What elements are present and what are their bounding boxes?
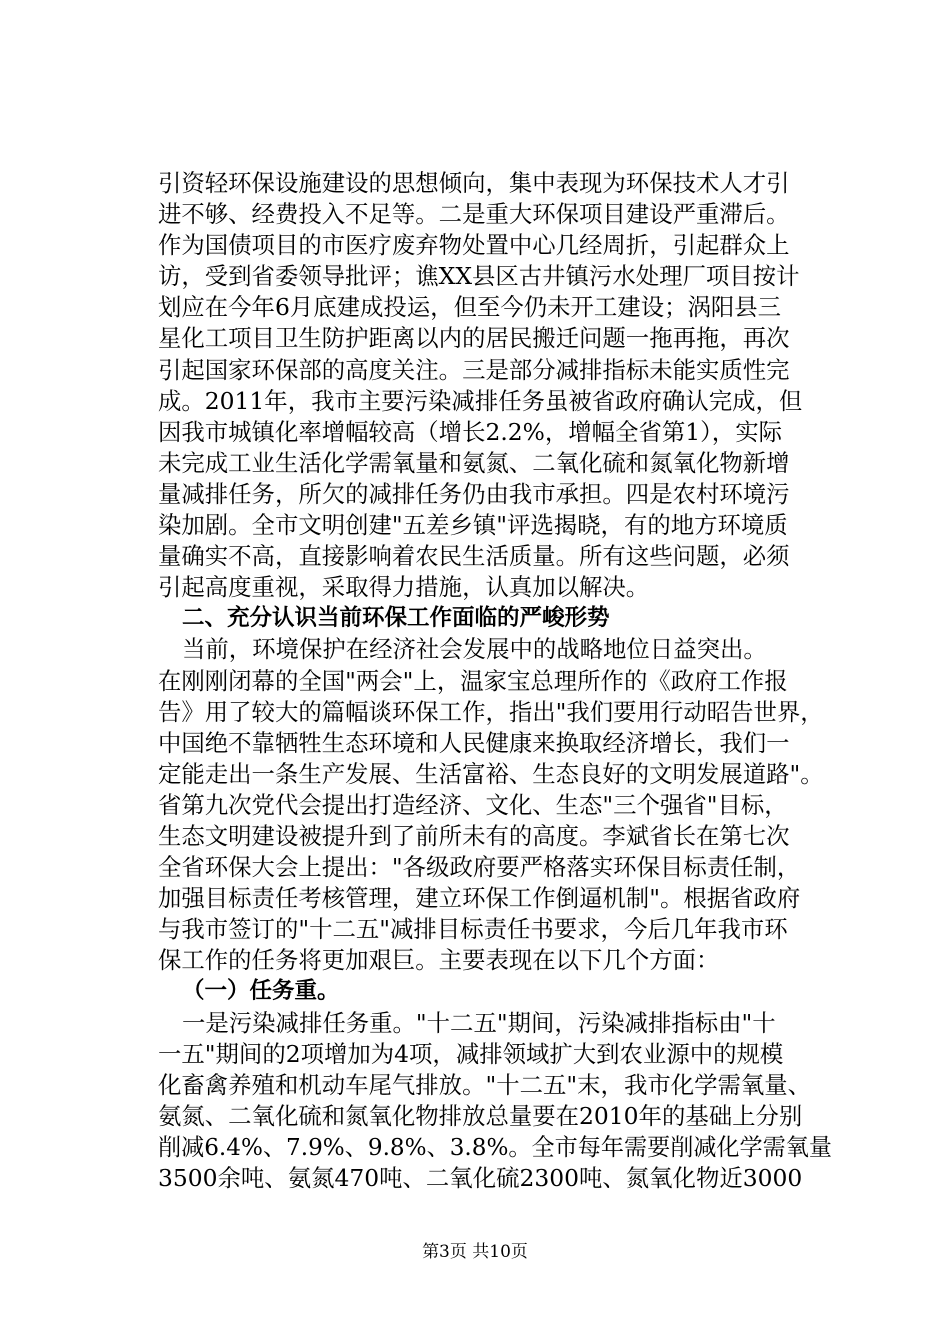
text-line: 省第九次党代会提出打造经济、文化、生态"三个强省"目标， (158, 790, 788, 819)
text-line: 定能走出一条生产发展、生活富裕、生态良好的文明发展道路"。 (158, 759, 824, 788)
text-line: 访，受到省委领导批评；谯XX县区古井镇污水处理厂项目按计 (158, 262, 800, 291)
text-line: 氨氮、二氧化硫和氮氧化物排放总量要在2010年的基础上分别 (158, 1101, 803, 1130)
text-line: 削减6.4%、7.9%、9.8%、3.8%。全市每年需要削减化学需氧量 (158, 1132, 832, 1161)
text-line: 量减排任务，所欠的减排任务仍由我市承担。四是农村环境污 (158, 479, 790, 508)
text-line: 加强目标责任考核管理，建立环保工作倒逼机制"。根据省政府 (158, 884, 801, 913)
text-line: 划应在今年6月底建成投运，但至今仍未开工建设；涡阳县三 (158, 293, 782, 322)
text-line: 在刚刚闭幕的全国"两会"上，温家宝总理所作的《政府工作报 (158, 666, 788, 695)
text-line: 引资轻环保设施建设的思想倾向，集中表现为环保技术人才引 (158, 169, 790, 197)
text-line: 3500余吨、氨氮470吨、二氧化硫2300吨、氮氧化物近3000 (158, 1164, 803, 1192)
text-line: 当前，环境保护在经济社会发展中的战略地位日益突出。 (182, 635, 767, 664)
subsection-heading: （一）任务重。 (182, 978, 340, 1005)
text-line: 生态文明建设被提升到了前所未有的高度。李斌省长在第七次 (158, 821, 790, 850)
section-heading: 二、充分认识当前环保工作面临的严峻形势 (182, 605, 610, 632)
text-line: 引起国家环保部的高度关注。三是部分减排指标未能实质性完 (158, 355, 790, 384)
text-line: 一五"期间的2项增加为4项，减排领域扩大到农业源中的规模 (158, 1039, 784, 1068)
text-line: 与我市签订的"十二五"减排目标责任书要求，今后几年我市环 (158, 915, 788, 944)
text-line: 量确实不高，直接影响着农民生活质量。所有这些问题，必须 (158, 542, 790, 571)
text-line: 引起高度重视，采取得力措施，认真加以解决。 (158, 573, 650, 602)
text-line: 保工作的任务将更加艰巨。主要表现在以下几个方面： (158, 946, 720, 975)
text-line: 进不够、经费投入不足等。二是重大环保项目建设严重滞后。 (158, 200, 790, 229)
text-line: 作为国债项目的市医疗废弃物处置中心几经周折，引起群众上 (158, 231, 790, 260)
text-line: 中国绝不靠牺牲生态环境和人民健康来换取经济增长，我们一 (158, 728, 790, 757)
text-line: 成。2011年，我市主要污染减排任务虽被省政府确认完成，但 (158, 386, 803, 415)
text-line: 化畜禽养殖和机动车尾气排放。"十二五"末，我市化学需氧量、 (158, 1070, 812, 1099)
text-line: 一是污染减排任务重。"十二五"期间，污染减排指标由"十 (182, 1008, 776, 1037)
text-line: 未完成工业生活化学需氧量和氨氮、二氧化硫和氮氧化物新增 (158, 448, 790, 477)
text-line: 染加剧。全市文明创建"五差乡镇"评选揭晓，有的地方环境质 (158, 511, 788, 540)
text-line: 全省环保大会上提出："各级政府要严格落实环保目标责任制， (158, 853, 801, 882)
text-line: 因我市城镇化率增幅较高（增长2.2%，增幅全省第1），实际 (158, 417, 782, 446)
page-number-footer: 第3页 共10页 (422, 1242, 528, 1262)
text-line: 告》用了较大的篇幅谈环保工作，指出"我们要用行动昭告世界， (158, 697, 824, 726)
document-body (158, 168, 832, 1194)
text-line: 星化工项目卫生防护距离以内的居民搬迁问题一拖再拖，再次 (158, 324, 790, 353)
